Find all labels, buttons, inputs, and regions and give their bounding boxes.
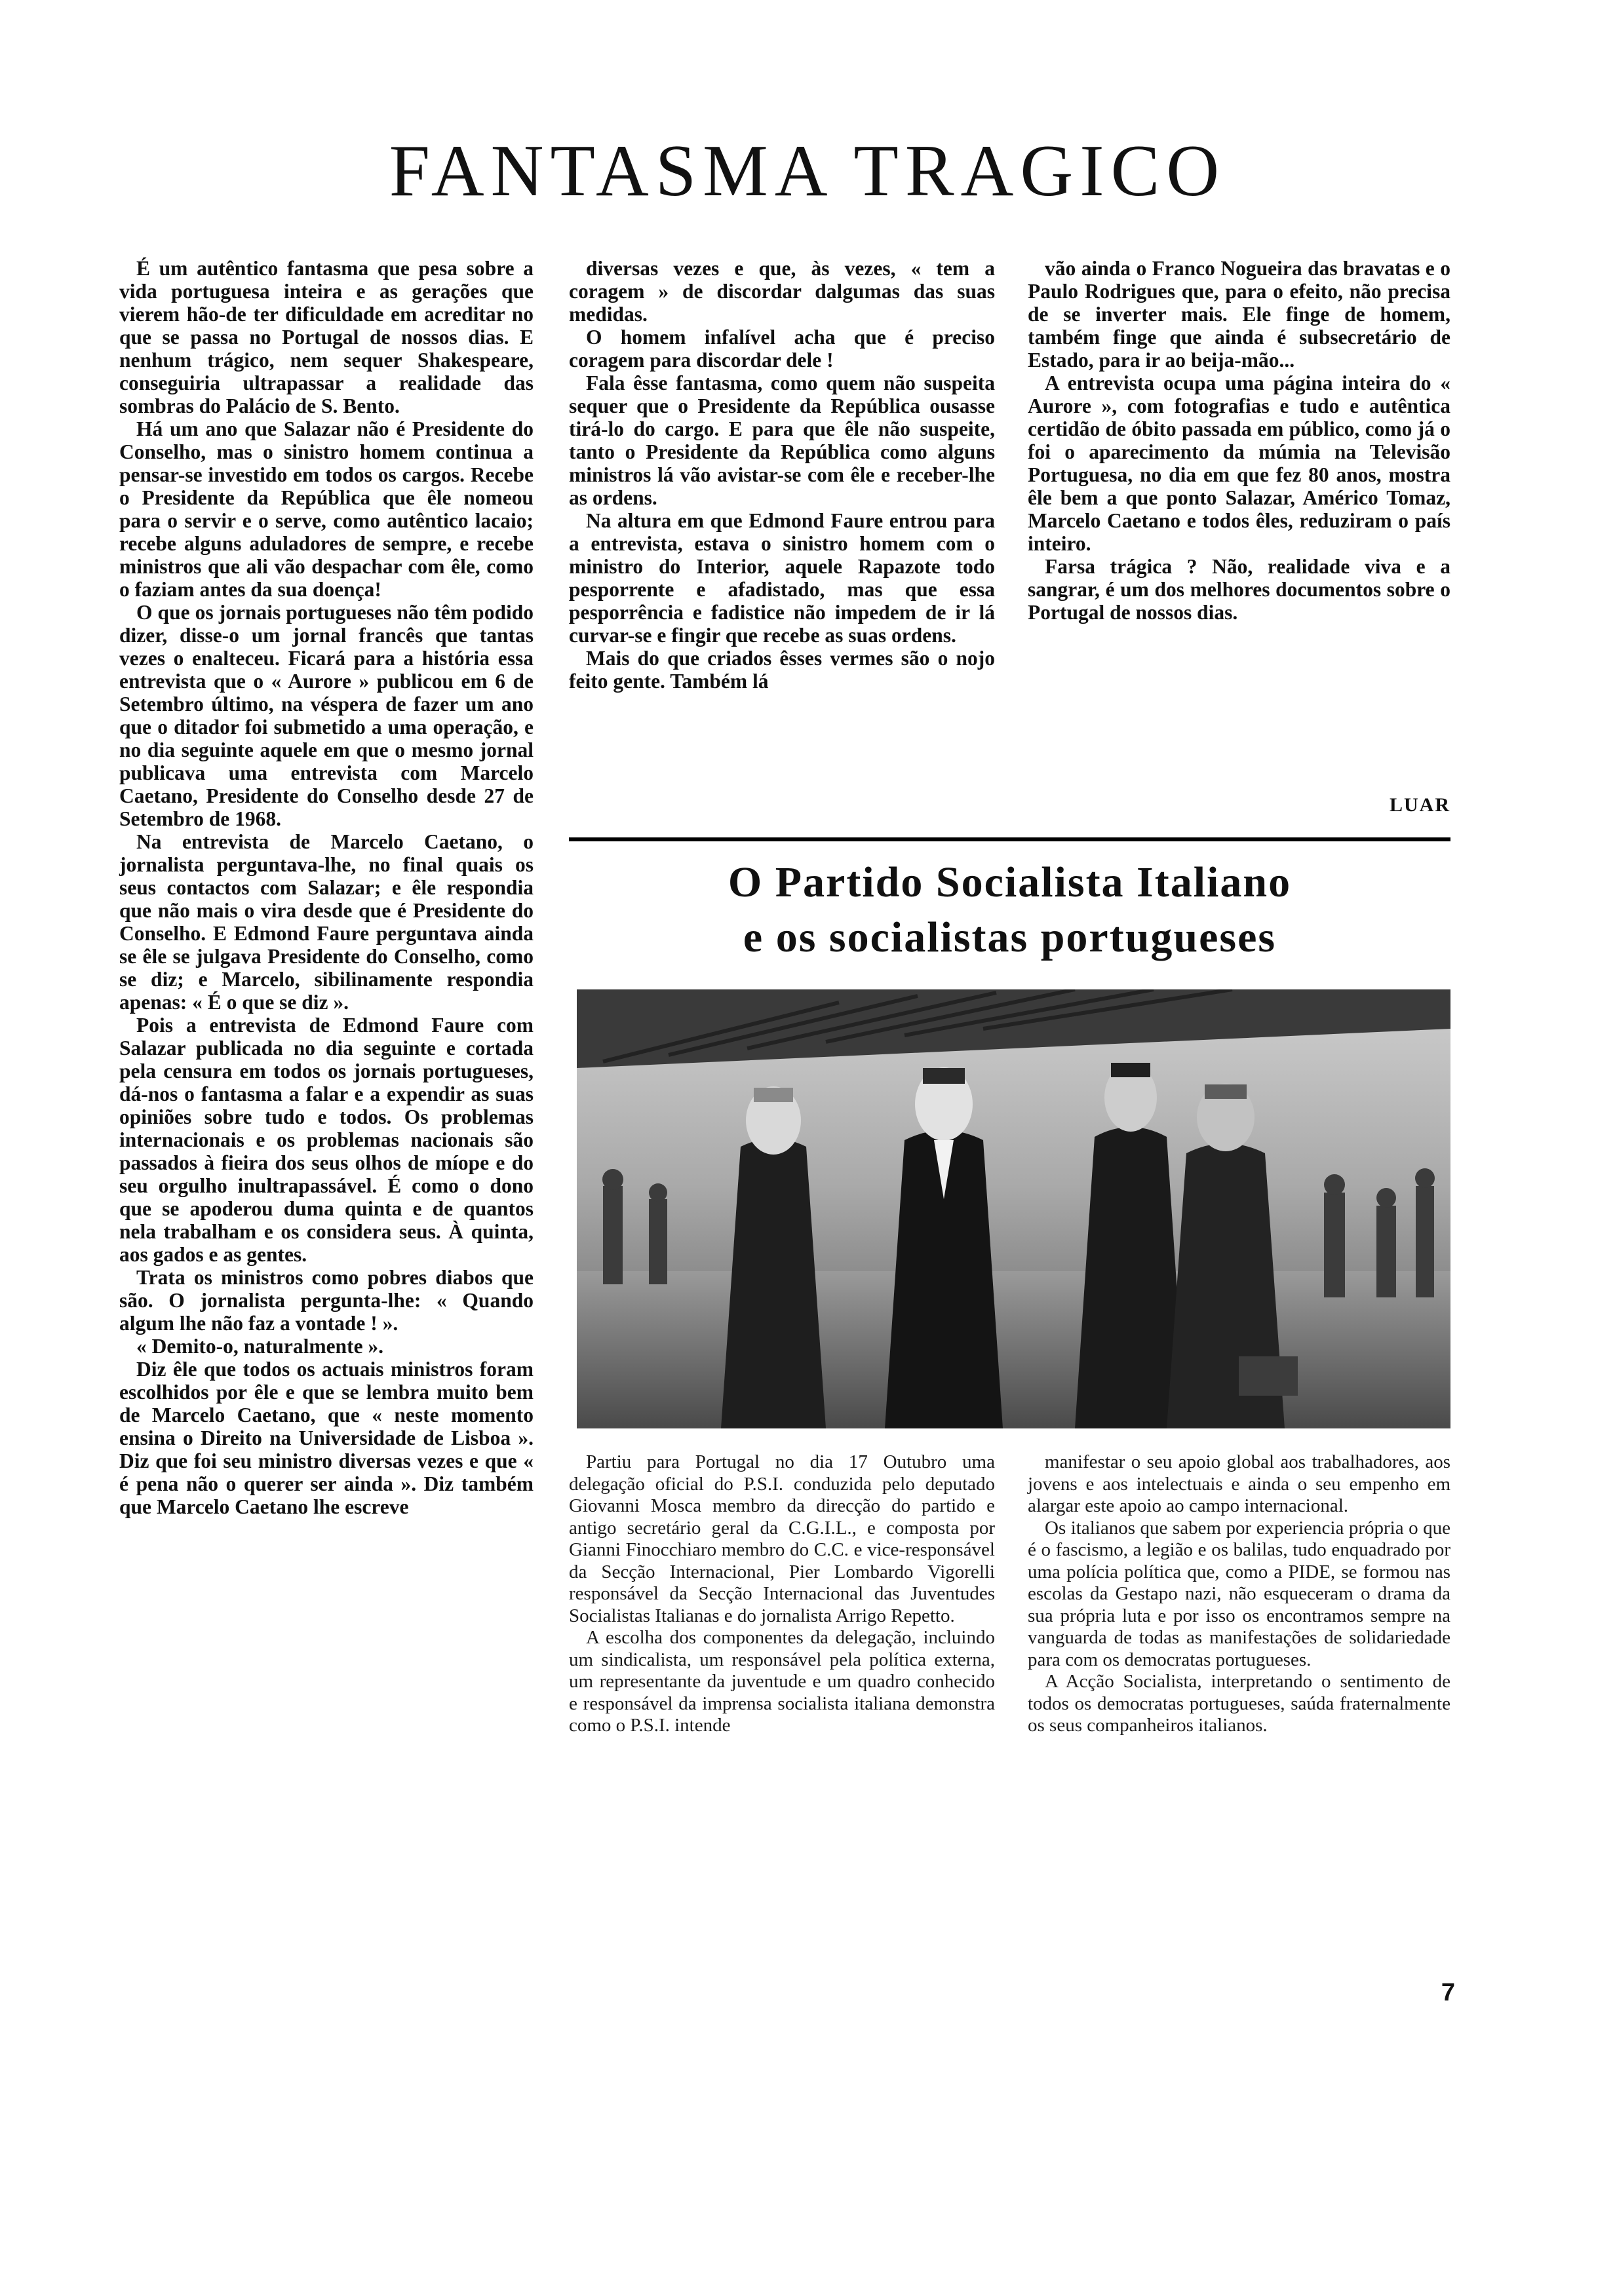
paragraph: Há um ano que Salazar não é Presidente do Conselho, mas o sinistro homem continua a pensar-se investido em todos os cargos. Recebe o Presidente da República que êle nomeou para o servir e o serve, como autêntico lacaio; recebe alguns aduladores de sempre, e recebe ministros que ali vão despachar com êle, como o faziam antes da sua doença! — [119, 417, 534, 601]
section-divider — [569, 837, 1450, 841]
paragraph: O homem infalível acha que é preciso coragem para discordar dele ! — [569, 326, 995, 372]
photo-illustration — [577, 989, 1450, 1428]
author-signature: LUAR — [1389, 794, 1450, 816]
paragraph: O que os jornais portugueses não têm podido dizer, disse-o um jornal francês que tantas vezes o enalteceu. Ficará para a história essa entrevista que o « Aurore » publicou em 6 de Setembro último, na véspera de fazer um ano que o ditador foi submetido a uma operação, e no dia seguinte aquele em que o mesmo jornal publicava uma entrevista com Marcelo Caetano, Presidente do Conselho desde 27 de Setembro de 1968. — [119, 601, 534, 830]
paragraph: A entrevista ocupa uma página inteira do « Aurore », com fotografias e tudo e autêntica certidão de óbito passada em público, como já o foi o aparecimento da múmia na Televisão Portuguesa, no dia em que fez 80 anos, mostra êle bem a que ponto Salazar, Américo Tomaz, Marcelo Caetano e todos êles, reduziram o país inteiro. — [1028, 372, 1450, 555]
paragraph: Na entrevista de Marcelo Caetano, o jornalista perguntava-lhe, no final quais os seus contactos com Salazar; e êle respondia que não mais o vira desde que é Presidente do Conselho. E Edmond Faure perguntava ainda se êle se julgava Presidente do Conselho, como se diz; e Marcelo, sibilinamente respondia apenas: « É o que se diz ». — [119, 830, 534, 1014]
article2-title-line: O Partido Socialista Italiano — [728, 858, 1292, 906]
paragraph: « Demito-o, naturalmente ». — [136, 1335, 384, 1358]
paragraph: Na altura em que Edmond Faure entrou para a entrevista, estava o sinistro homem com o ministro do Interior, aquele Rapazote todo pesporrente e afadistado, mas que essa pesporrência e fadistice não impedem de ir lá curvar-se e fingir que recebe as suas ordens. — [569, 509, 995, 647]
paragraph: É um autêntico fantasma que pesa sobre a vida portuguesa inteira e as gerações que vierem hão-de ter dificuldade em acreditar no que se passa no Portugal de nossos dias. E nenhum trágico, nem sequer Shakespeare, conseguiria ultrapassar a realidade das sombras do Palácio de S. Bento. — [119, 257, 534, 417]
paragraph: Farsa trágica ? Não, realidade viva e a sangrar, é um dos melhores documentos sobre o Portugal de nossos dias. — [1028, 555, 1450, 624]
paragraph: Trata os ministros como pobres diabos que são. O jornalista pergunta-lhe: « Quando algum lhe não faz a vontade ! ». — [119, 1266, 534, 1335]
article1-column-right — [1028, 257, 1450, 847]
paragraph: A Acção Socialista, interpretando o sentimento de todos os democratas portugueses, saúda fraternalmente os seus companheiros italianos. — [1028, 1671, 1450, 1736]
article-title: FANTASMA TRAGICO — [389, 130, 1226, 212]
paragraph: Pois a entrevista de Edmond Faure com Salazar publicada no dia seguinte e cortada pela censura em todos os jornais portugueses, dá-nos o fantasma a falar e a expendir as suas opiniões sobre tudo e todos. Os problemas internacionais e os problemas nacionais são passados à fieira dos seus olhos de míope e do seu orgulho inultrapassável. É como o dono que se apoderou duma quinta e de quantos nela trabalham e os considera seus. À quinta, aos gados e as gentes. — [119, 1014, 534, 1266]
paragraph: manifestar o seu apoio global aos trabalhadores, aos jovens e aos intelectuais e ainda o seu empenho em alargar este apoio ao campo internacional. — [1028, 1451, 1450, 1516]
article2-title-line: e os socialistas portugueses — [743, 913, 1277, 961]
paragraph: Diz êle que todos os actuais ministros foram escolhidos por êle e que se lembra muito bem de Marcelo Caetano, que « neste momento ensina o Direito na Universidade de Lisboa ». Diz que foi seu ministro diversas vezes e que « é pena não o querer ser ainda ». Diz também que Marcelo Caetano lhe escreve — [119, 1358, 534, 1518]
paragraph: Fala êsse fantasma, como quem não suspeita sequer que o Presidente da República ousasse tirá-lo do cargo. E para que êle não suspeite, tanto o Presidente da República como alguns ministros lá vão avistar-se com êle e receber-lhe as ordens. — [569, 372, 995, 509]
paragraph: vão ainda o Franco Nogueira das bravatas e o Paulo Rodrigues que, para o efeito, não precisa de se inverter mais. Ele finge de homem, também finge que ainda é subsecretário de Estado, para ir ao beija-mão... — [1028, 257, 1450, 372]
article2-column-left — [569, 1451, 995, 1976]
article2-column-right — [1028, 1451, 1450, 1976]
paragraph: Partiu para Portugal no dia 17 Outubro uma delegação oficial do P.S.I. conduzida pelo deputado Giovanni Mosca membro da direcção do partido e antigo secretário geral da C.G.I.L., e composta por Gianni Finocchiaro membro do C.C. e vice-responsável da Secção Internacional, Pier Lombardo Vigorelli responsável da Secção Internacional das Juventudes Socialistas Italianas e do jornalista Arrigo Repetto. — [569, 1451, 995, 1626]
article1-column-left — [119, 257, 534, 1987]
paragraph: diversas vezes e que, às vezes, « tem a coragem » de discordar dalgumas das suas medidas. — [569, 257, 995, 326]
paragraph: Mais do que criados êsses vermes são o nojo feito gente. Também lá — [569, 647, 995, 693]
paragraph: A escolha dos componentes da delegação, incluindo um sindicalista, um responsável pela política externa, um representante da juventude e um quadro conhecido e responsável da imprensa socialista italiana demonstra como o P.S.I. intende — [569, 1627, 995, 1736]
delegation-photo — [577, 989, 1450, 1428]
paragraph: Os italianos que sabem por experiencia própria o que é o fascismo, a legião e os balilas, tudo enquadrado por uma polícia política que, como a PIDE, se formou nas escolas da Gestapo nazi, não esqueceram o drama da sua própria luta e por isso os encontramos sempre na vanguarda de todas as manifestações de solidariedade para com os democratas portugueses. — [1028, 1517, 1450, 1670]
article1-column-middle — [569, 257, 995, 847]
article2-title — [569, 855, 1450, 965]
page-number: 7 — [1441, 1979, 1455, 2006]
